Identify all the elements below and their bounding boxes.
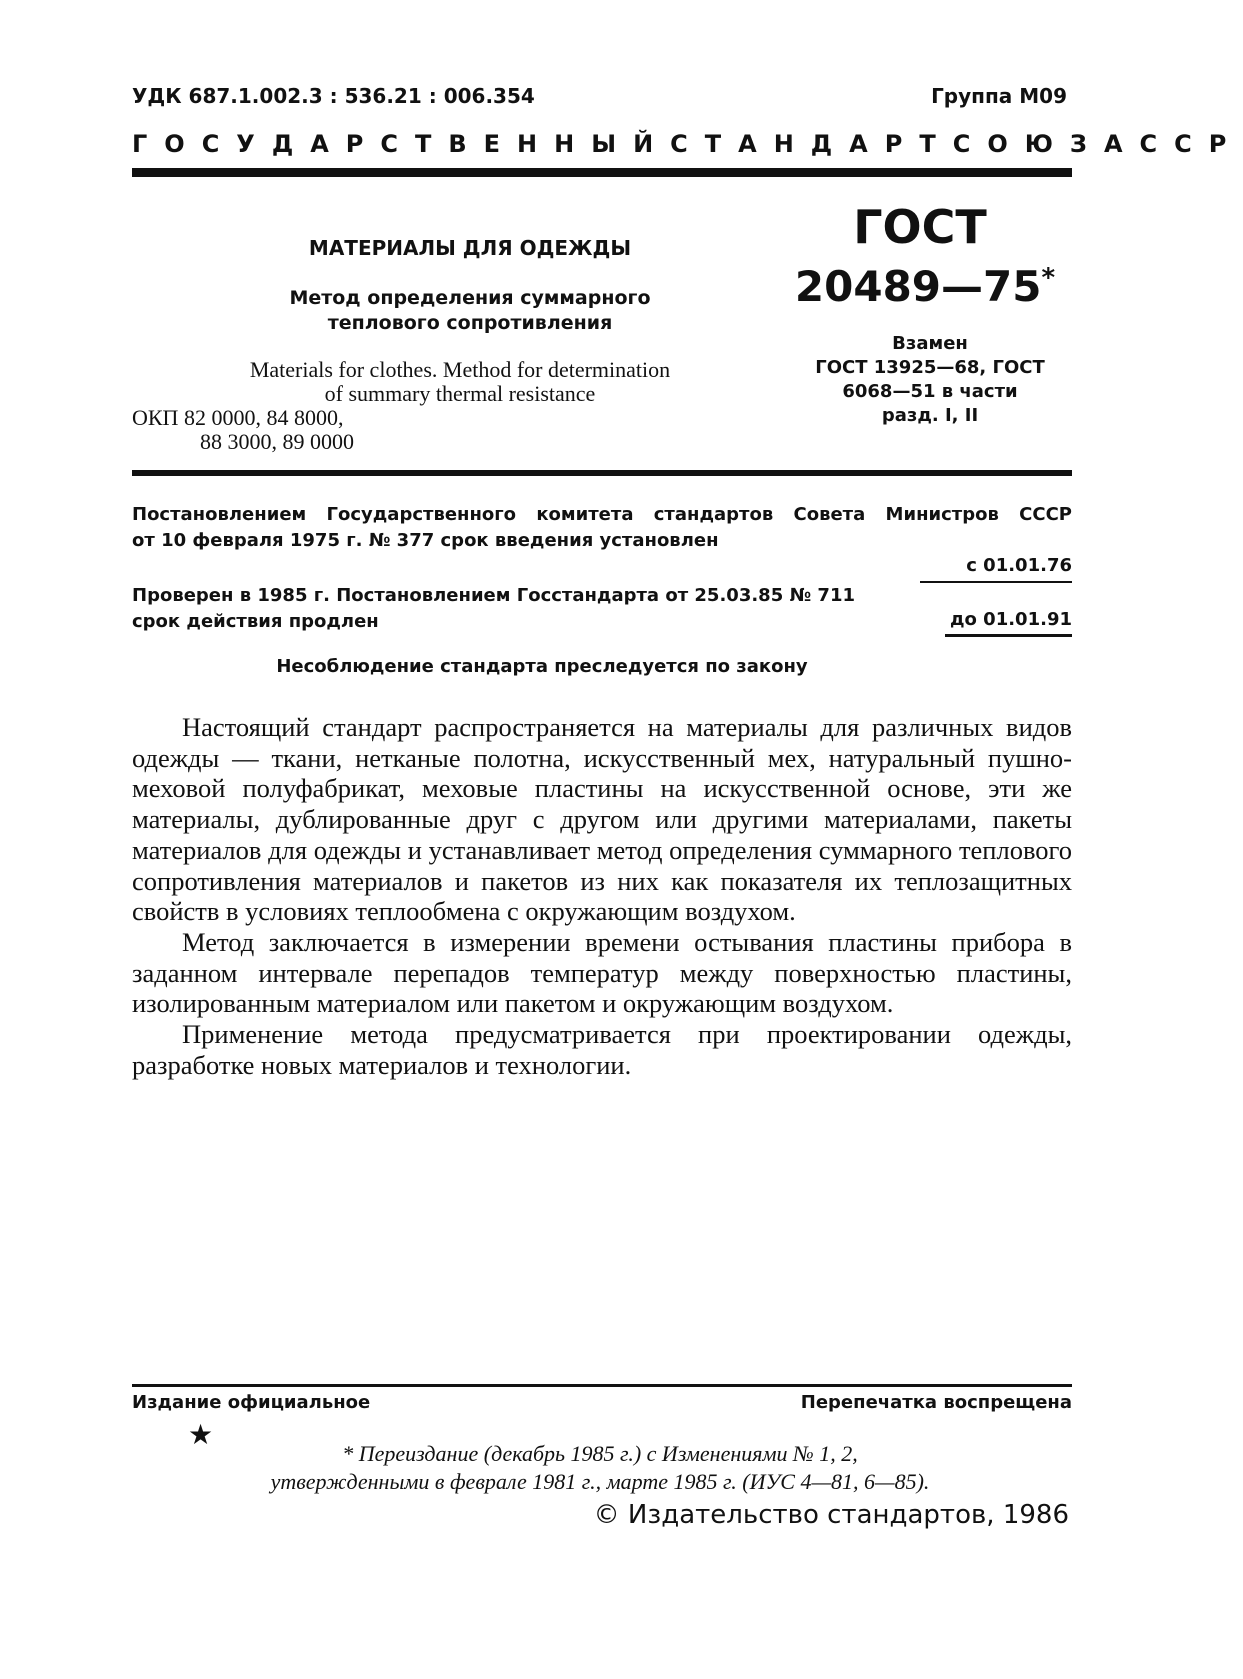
english-title-line: Materials for clothes. Method for determination [249, 357, 671, 382]
validity-date: до 01.01.91 [950, 609, 1072, 630]
date-divider [920, 581, 1072, 583]
footer-rule [132, 1384, 1072, 1387]
state-standard-header [132, 130, 1243, 158]
okp-codes-continued: 88 3000, 89 0000 [200, 429, 354, 454]
english-title-line: of summary thermal resistance [324, 381, 596, 406]
english-title [190, 358, 730, 406]
decree-line: от 10 февраля 1975 г. № 377 срок введения установлен [132, 530, 719, 551]
official-edition: Издание официальное [132, 1392, 371, 1413]
standard-title: МАТЕРИАЛЫ ДЛЯ ОДЕЖДЫ [308, 236, 632, 260]
footnote-line: * Переиздание (декабрь 1985 г.) с Изменениями № 1, 2, [342, 1441, 858, 1466]
gost-number [790, 262, 1060, 311]
law-notice: Несоблюдение стандарта преследуется по закону [276, 656, 808, 677]
checked-line: Проверен в 1985 г. Постановлением Госстандарта от 25.03.85 № 711 [132, 585, 855, 606]
udc-code: УДК 687.1.002.3 : 536.21 : 006.354 [132, 84, 535, 108]
standard-subtitle [200, 286, 740, 336]
title-bottom-rule [132, 470, 1072, 476]
header-word: СОЮЗА [952, 130, 1140, 158]
reprint-prohibited: Перепечатка воспрещена [800, 1392, 1072, 1413]
footnote [170, 1440, 1030, 1496]
replaces-line: 6068—51 в части [842, 381, 1018, 402]
header-word: ГОСУДАРСТВЕННЫЙ [132, 130, 671, 158]
checked-line: срок действия продлен [132, 611, 379, 632]
replaces-block [780, 332, 1080, 428]
paragraph: Настоящий стандарт распространяется на материалы для различных видов одежды — ткани, нетканые полотна, искусственный мех, натуральный пушно-меховой полуфабрикат, меховые пластины на искусственной основе, эти же материалы, дублированные друг с другом или другими материалами, пакеты материалов для одежды и устанавливает метод определения суммарного теплового сопротивления материалов и пакетов из них как показателя их теплозащитных свойств в условиях теплообмена с окружающим воздухом. [132, 712, 1072, 927]
group-code: Группа М09 [931, 84, 1067, 108]
replaces-line: разд. I, II [881, 405, 979, 426]
date-underline [945, 634, 1072, 637]
replaces-line: Взамен [892, 333, 968, 354]
gost-asterisk: * [1041, 263, 1056, 293]
decree-line: Постановлением Государственного комитета стандартов Совета Министров СССР [132, 504, 1072, 525]
gost-number-value: 20489—75 [794, 262, 1042, 311]
footnote-line: утвержденными в феврале 1981 г., марте 1985 г. (ИУС 4—81, 6—85). [270, 1469, 930, 1494]
subtitle-line: Метод определения суммарного [289, 287, 651, 309]
subtitle-line: теплового сопротивления [327, 312, 613, 334]
header-word: ССР [1139, 130, 1243, 158]
body-text [132, 712, 1072, 1080]
introduction-date: с 01.01.76 [966, 555, 1072, 576]
okp-codes: ОКП 82 0000, 84 8000, [132, 405, 344, 430]
gost-label: ГОСТ [853, 200, 987, 254]
header-rule [132, 168, 1072, 177]
publisher-copyright: © Издательство стандартов, 1986 [593, 1500, 1069, 1530]
paragraph: Применение метода предусматривается при проектировании одежды, разработке новых материалов и технологии. [132, 1019, 1072, 1080]
replaces-line: ГОСТ 13925—68, ГОСТ [815, 357, 1045, 378]
star-icon: ★ [188, 1418, 214, 1451]
paragraph: Метод заключается в измерении времени остывания пластины прибора в заданном интервале перепадов температур между поверхностью пластины, изолированным материалом или пакетом и окружающим воздухом. [132, 926, 1072, 1019]
header-word: СТАНДАРТ [670, 130, 953, 158]
